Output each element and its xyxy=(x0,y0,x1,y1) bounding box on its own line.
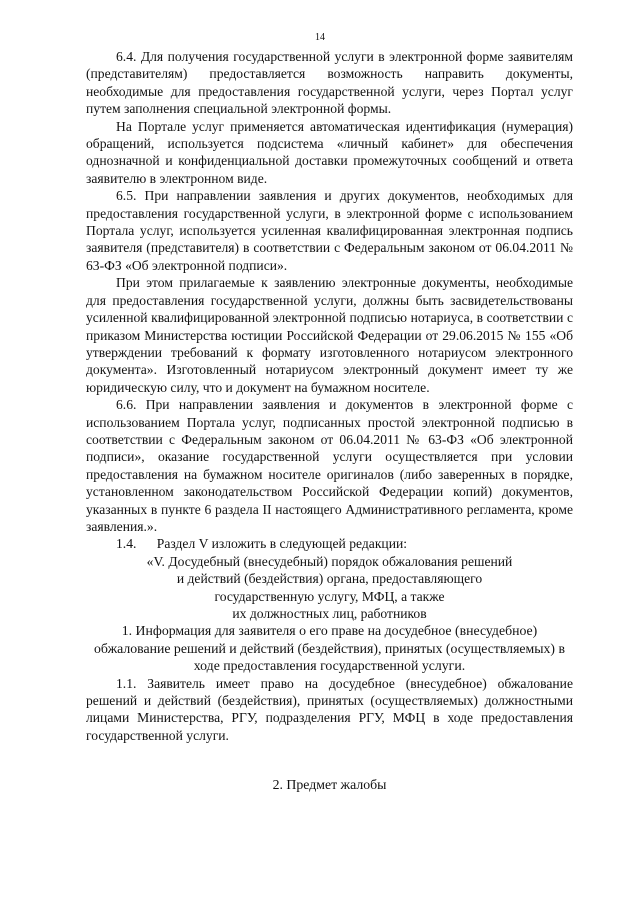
section-title-line-4: их должностных лиц, работников xyxy=(232,606,427,621)
paragraph-6-4: 6.4. Для получения государственной услуги в электронной форме заявителям (представителям) предоставляется возможность направить документы, необходимые для предоставления государственной услуги, через Портал услуг путем заполнения специальной электронной формы. xyxy=(86,49,573,117)
page-number: 14 xyxy=(315,32,325,43)
section-title-line-2: и действий (бездействия) органа, предоставляющего xyxy=(176,571,483,587)
document-body xyxy=(86,48,573,794)
paragraph-6-5: 6.5. При направлении заявления и других документов, необходимых для предоставления государственной услуги, в электронной форме с использованием Портала услуг, используется усиленная квалифицированная электронная подпись заявителя (представителя) в соответствии с Федеральным законом от 06.04.2011 № 63-ФЗ «Об электронной подписи». xyxy=(86,188,573,273)
paragraph-notary-signature: При этом прилагаемые к заявлению электронные документы, необходимые для предоставления государственной услуги, должны быть засвидетельствованы усиленной квалифицированной электронной подписью нотариуса, в соответствии с приказом Министерства юстиции Российской Федерации от 29.06.2015 № 155 «Об утверждении требований к формату изготовленного нотариусом электронного документа». Изготовленный нотариусом электронный документ имеет ту же юридическую силу, что и документ на бумажном носителе. xyxy=(86,275,573,395)
paragraph-portal-identification: На Портале услуг применяется автоматическая идентификация (нумерация) обращений, используется подсистема «личный кабинет» для обеспечения однозначной и конфиденциальной доставки промежуточных сообщений и ответа заявителю в электронном виде. xyxy=(86,118,573,186)
paragraph-6-6: 6.6. При направлении заявления и документов в электронной форме с использованием Портала услуг, подписанных простой электронной подписью в соответствии с Федеральным законом от 06.04.2011 № 63-ФЗ «Об электронной подписи», оказание государственной услуги осуществляется при условии предоставления на бумажном носителе оригиналов (либо заверенных в порядке, установленном законодательством Российской Федерации копий) документов, указанных в пункте 6 раздела II настоящего Административного регламента, кроме заявления.». xyxy=(86,397,573,534)
paragraph-1-4: 1.4. Раздел V изложить в следующей редакции: xyxy=(116,536,408,552)
section-title-line-1: «V. Досудебный (внесудебный) порядок обжалования решений xyxy=(146,553,513,569)
paragraph-1-1: 1.1. Заявитель имеет право на досудебное (внесудебное) обжалование решений и действий (бездействия), принятых (осуществляемых) должностными лицами Министерства, РГУ, подразделения РГУ, МФЦ в ходе предоставления государственной услуги. xyxy=(86,675,573,743)
subsection-1-heading: 1. Информация для заявителя о его праве на досудебное (внесудебное) обжалование решений и действий (бездействия), принятых (осуществляемых) в ходе предоставления государственной услуги. xyxy=(94,623,565,674)
spacer xyxy=(86,744,573,776)
subsection-2-heading: 2. Предмет жалобы xyxy=(272,777,387,793)
section-title-line-3: государственную услугу, МФЦ, а также xyxy=(214,588,445,604)
